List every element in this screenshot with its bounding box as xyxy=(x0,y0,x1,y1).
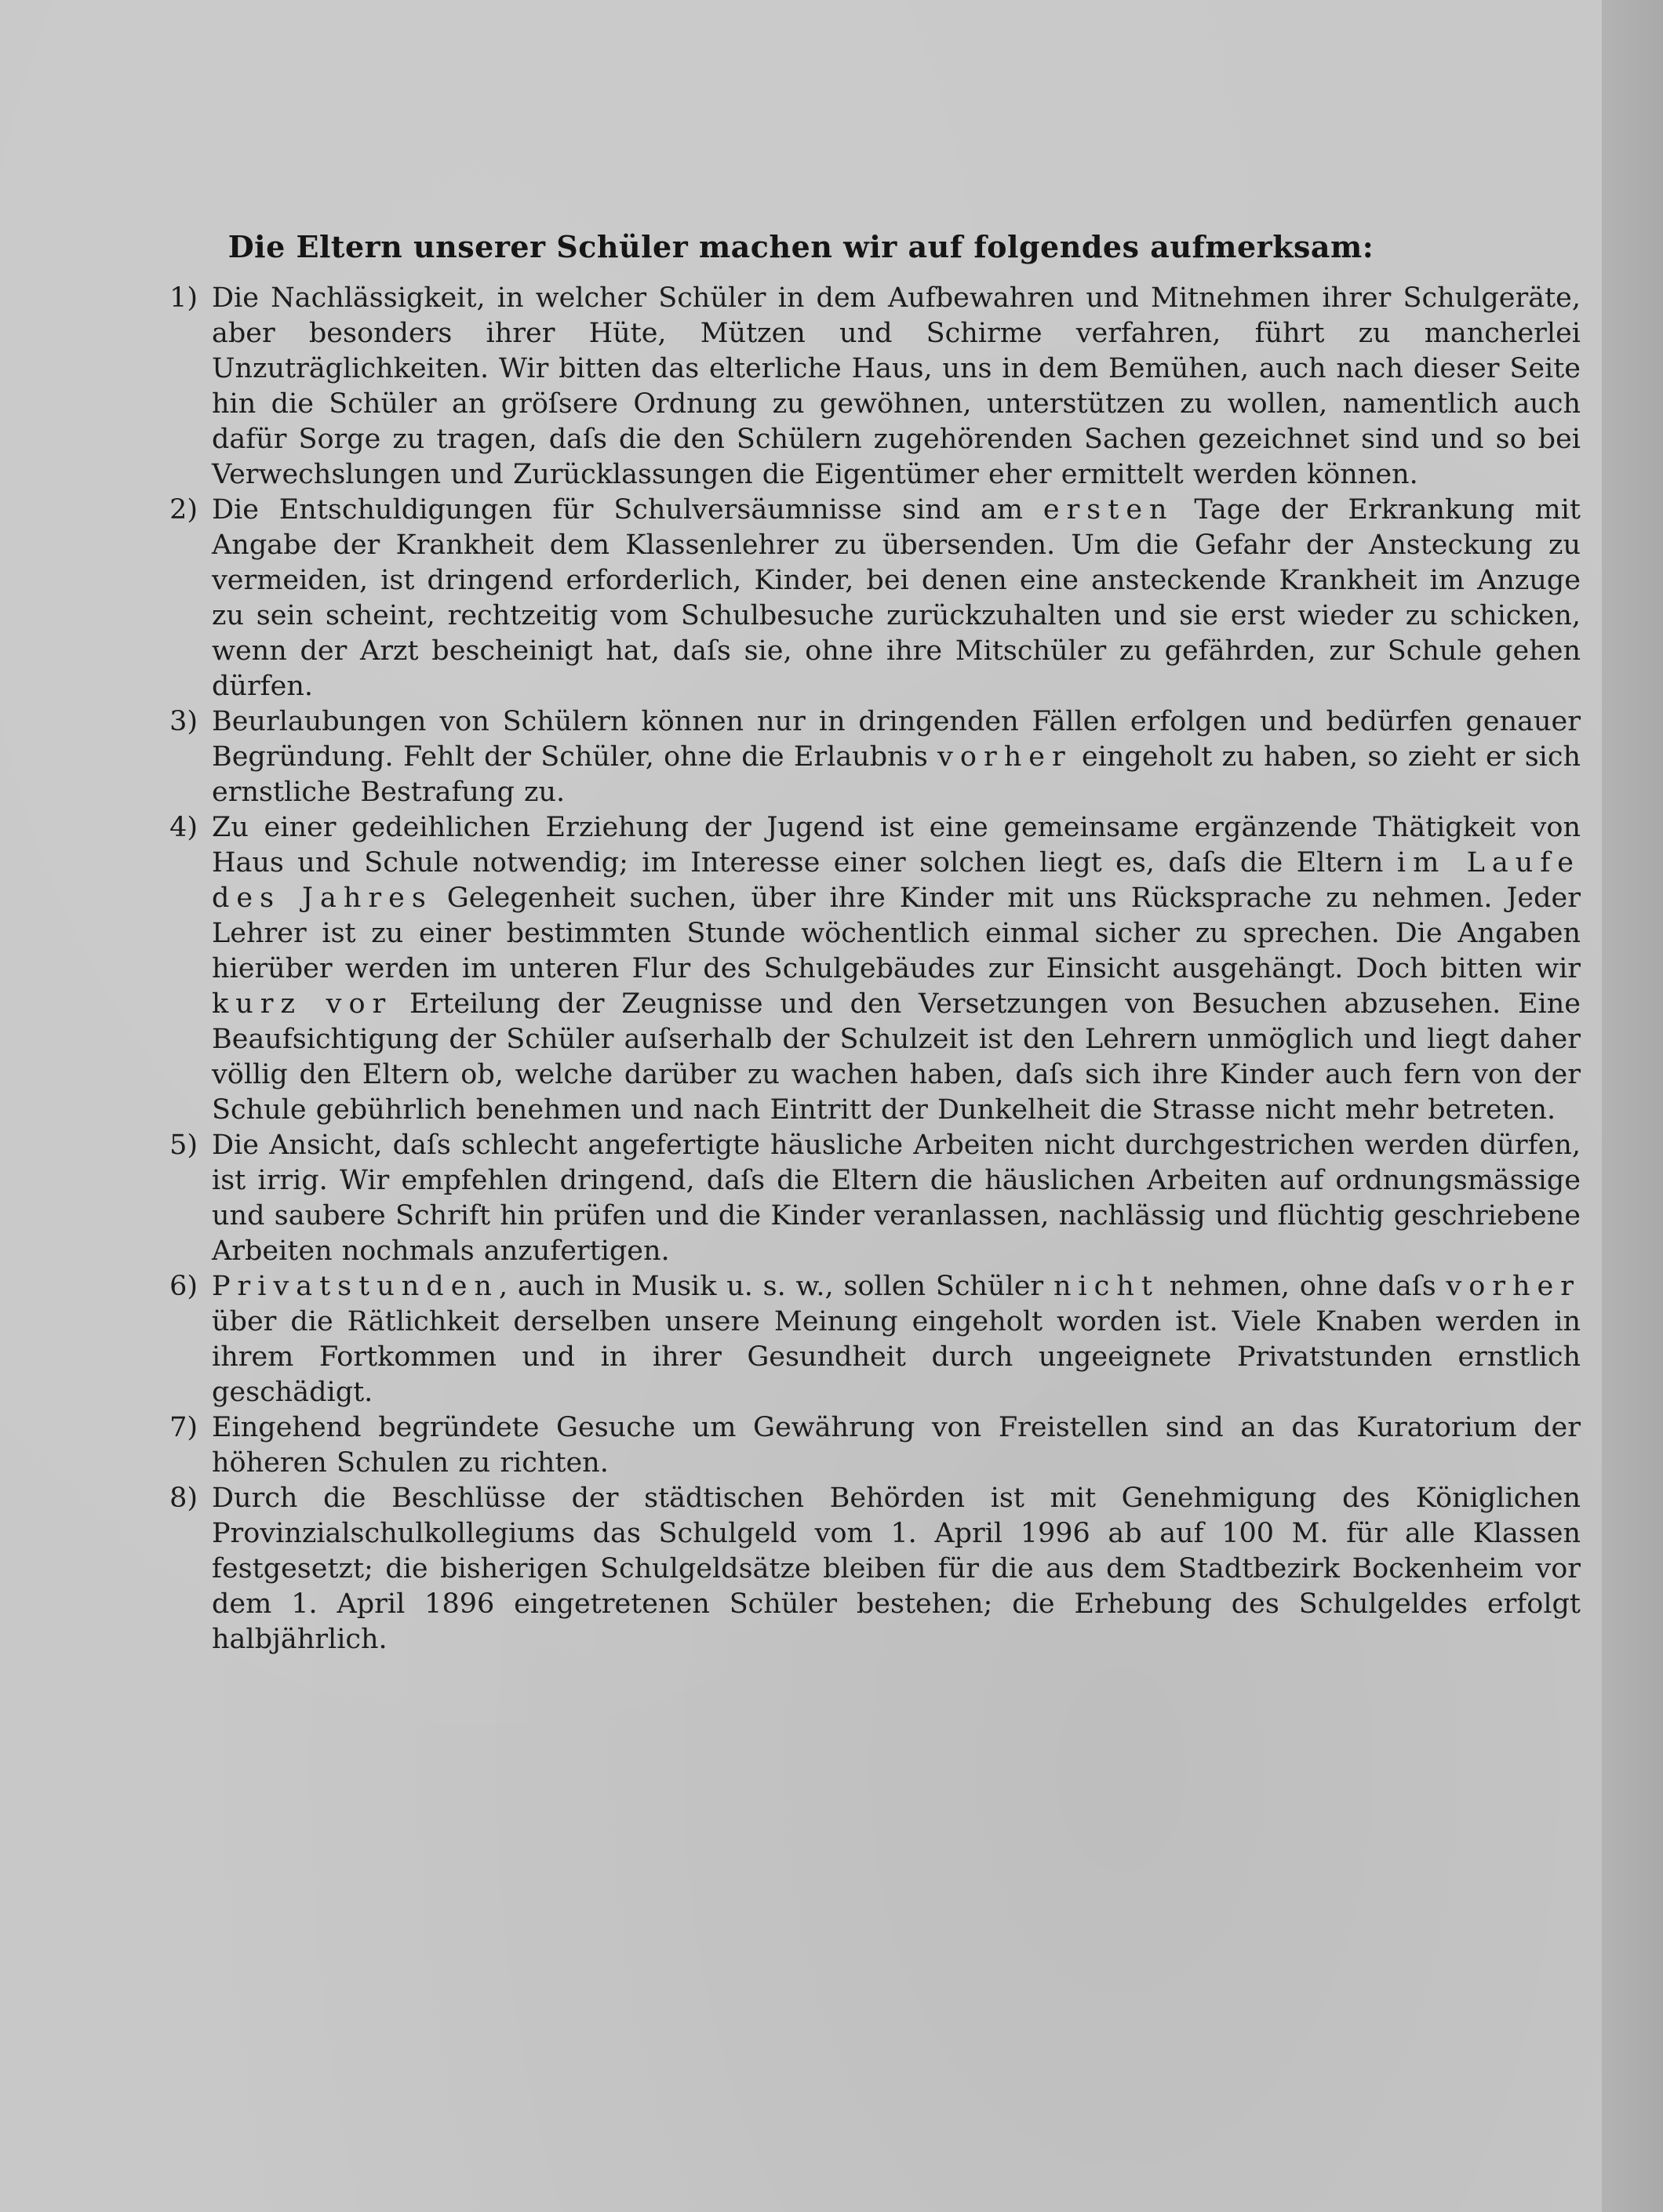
emphasis-spaced: vorher xyxy=(1446,1271,1581,1302)
item-text: Eingehend begründete Gesuche um Gewährung von Freistellen sind an das Kuratorium der höheren Schulen zu richten. xyxy=(212,1412,1581,1479)
item-number: 3) xyxy=(169,706,198,737)
page-edge-shadow xyxy=(1602,0,1663,2212)
item-text: Die Nachlässigkeit, in welcher Schüler in dem Aufbewahren und Mitnehmen ihrer Schulgeräte, aber besonders ihrer Hüte, Mützen und Schirme verfahren, führt zu mancherlei Unzuträglichkeiten. Wir bitten das elterliche Haus, uns in dem Bemühen, auch nach dieser Seite hin die Schüler an gröſsere Ordnung zu gewöhnen, unterstützen zu wollen, namentlich auch dafür Sorge zu tragen, daſs die den Schülern zugehörenden Sachen gezeichnet sind und so bei Verwechslungen und Zurücklassungen die Eigentümer eher ermittelt werden können. xyxy=(212,282,1581,490)
item-number: 1) xyxy=(169,282,198,314)
item-text: Beurlaubungen von Schülern können nur in dringenden Fällen erfolgen und bedürfen genauer Begründung. Fehlt der Schüler, ohne die Erlaubnis vorher eingeholt zu haben, so zieht er sich ernstliche Bestrafung zu. xyxy=(212,706,1581,808)
item-number: 5) xyxy=(169,1130,198,1161)
notice-item-3 xyxy=(169,704,1581,810)
item-number: 2) xyxy=(169,494,198,526)
item-text: Zu einer gedeihlichen Erziehung der Jugend ist eine gemeinsame ergänzende Thätigkeit von Haus und Schule notwendig; im Interesse einer solchen liegt es, daſs die Eltern im Laufe des Jahres Gelegenheit suchen, über ihre Kinder mit uns Rücksprache zu nehmen. Jeder Lehrer ist zu einer bestimmten Stunde wöchentlich einmal sicher zu sprechen. Die Angaben hierüber werden im unteren Flur des Schulgebäudes zur Einsicht ausgehängt. Doch bitten wir kurz vor Erteilung der Zeugnisse und den Versetzungen von Besuchen abzusehen. Eine Beaufsichtigung der Schüler auſserhalb der Schulzeit ist den Lehrern unmöglich und liegt daher völlig den Eltern ob, welche darüber zu wachen haben, daſs sich ihre Kinder auch fern von der Schule gebührlich benehmen und nach Eintritt der Dunkelheit die Strasse nicht mehr betreten. xyxy=(212,812,1581,1126)
item-number: 4) xyxy=(169,812,198,843)
notice-item-1 xyxy=(169,281,1581,493)
item-number: 8) xyxy=(169,1483,198,1514)
item-text: Durch die Beschlüsse der städtischen Behörden ist mit Genehmigung des Königlichen Provinzialschulkollegiums das Schulgeld vom 1. April 1996 ab auf 100 M. für alle Klassen festgesetzt; die bisherigen Schulgeldsätze bleiben für die aus dem Stadtbezirk Bockenheim vor dem 1. April 1896 eingetretenen Schüler bestehen; die Erhebung des Schulgeldes erfolgt halbjährlich. xyxy=(212,1483,1581,1655)
notice-item-8 xyxy=(169,1481,1581,1657)
notice-item-4 xyxy=(169,810,1581,1128)
item-text: Privatstunden, auch in Musik u. s. w., sollen Schüler nicht nehmen, ohne daſs vorher über die Rätlichkeit derselben unsere Meinung eingeholt worden ist. Viele Knaben werden in ihrem Fortkommen und in ihrer Gesundheit durch ungeeignete Privatstunden ernstlich geschädigt. xyxy=(212,1271,1581,1408)
emphasis-spaced: vorher xyxy=(937,741,1072,773)
notice-item-6 xyxy=(169,1269,1581,1410)
item-text: Die Entschuldigungen für Schulversäumnisse sind am ersten Tage der Erkrankung mit Angabe der Krankheit dem Klassenlehrer zu übersenden. Um die Gefahr der Ansteckung zu vermeiden, ist dringend erforderlich, Kinder, bei denen eine ansteckende Krankheit im Anzuge zu sein scheint, rechtzeitig vom Schulbesuche zurückzuhalten und sie erst wieder zu schicken, wenn der Arzt bescheinigt hat, daſs sie, ohne ihre Mitschüler zu gefährden, zur Schule gehen dürfen. xyxy=(212,494,1581,702)
notice-item-5 xyxy=(169,1128,1581,1269)
notice-item-2 xyxy=(169,493,1581,704)
emphasis-spaced: ersten xyxy=(1043,494,1174,526)
notice-heading: Die Eltern unserer Schüler machen wir auf folgendes aufmerksam: xyxy=(227,229,1374,264)
item-number: 6) xyxy=(169,1271,198,1302)
notice-list xyxy=(169,281,1581,1657)
emphasis-spaced: im Laufe des Jahres xyxy=(212,847,1581,914)
notice-item-7 xyxy=(169,1410,1581,1481)
item-text: Die Ansicht, daſs schlecht angefertigte häusliche Arbeiten nicht durchgestrichen werden dürfen, ist irrig. Wir empfehlen dringend, daſs die Eltern die häuslichen Arbeiten auf ordnungsmässige und saubere Schrift hin prüfen und die Kinder veranlassen, nachlässig und flüchtig geschriebene Arbeiten nochmals anzufertigen. xyxy=(212,1130,1581,1267)
emphasis-spaced: Privatstunden xyxy=(212,1271,499,1302)
emphasis-spaced: nicht xyxy=(1053,1271,1159,1302)
item-number: 7) xyxy=(169,1412,198,1443)
emphasis-spaced: kurz vor xyxy=(212,988,393,1020)
